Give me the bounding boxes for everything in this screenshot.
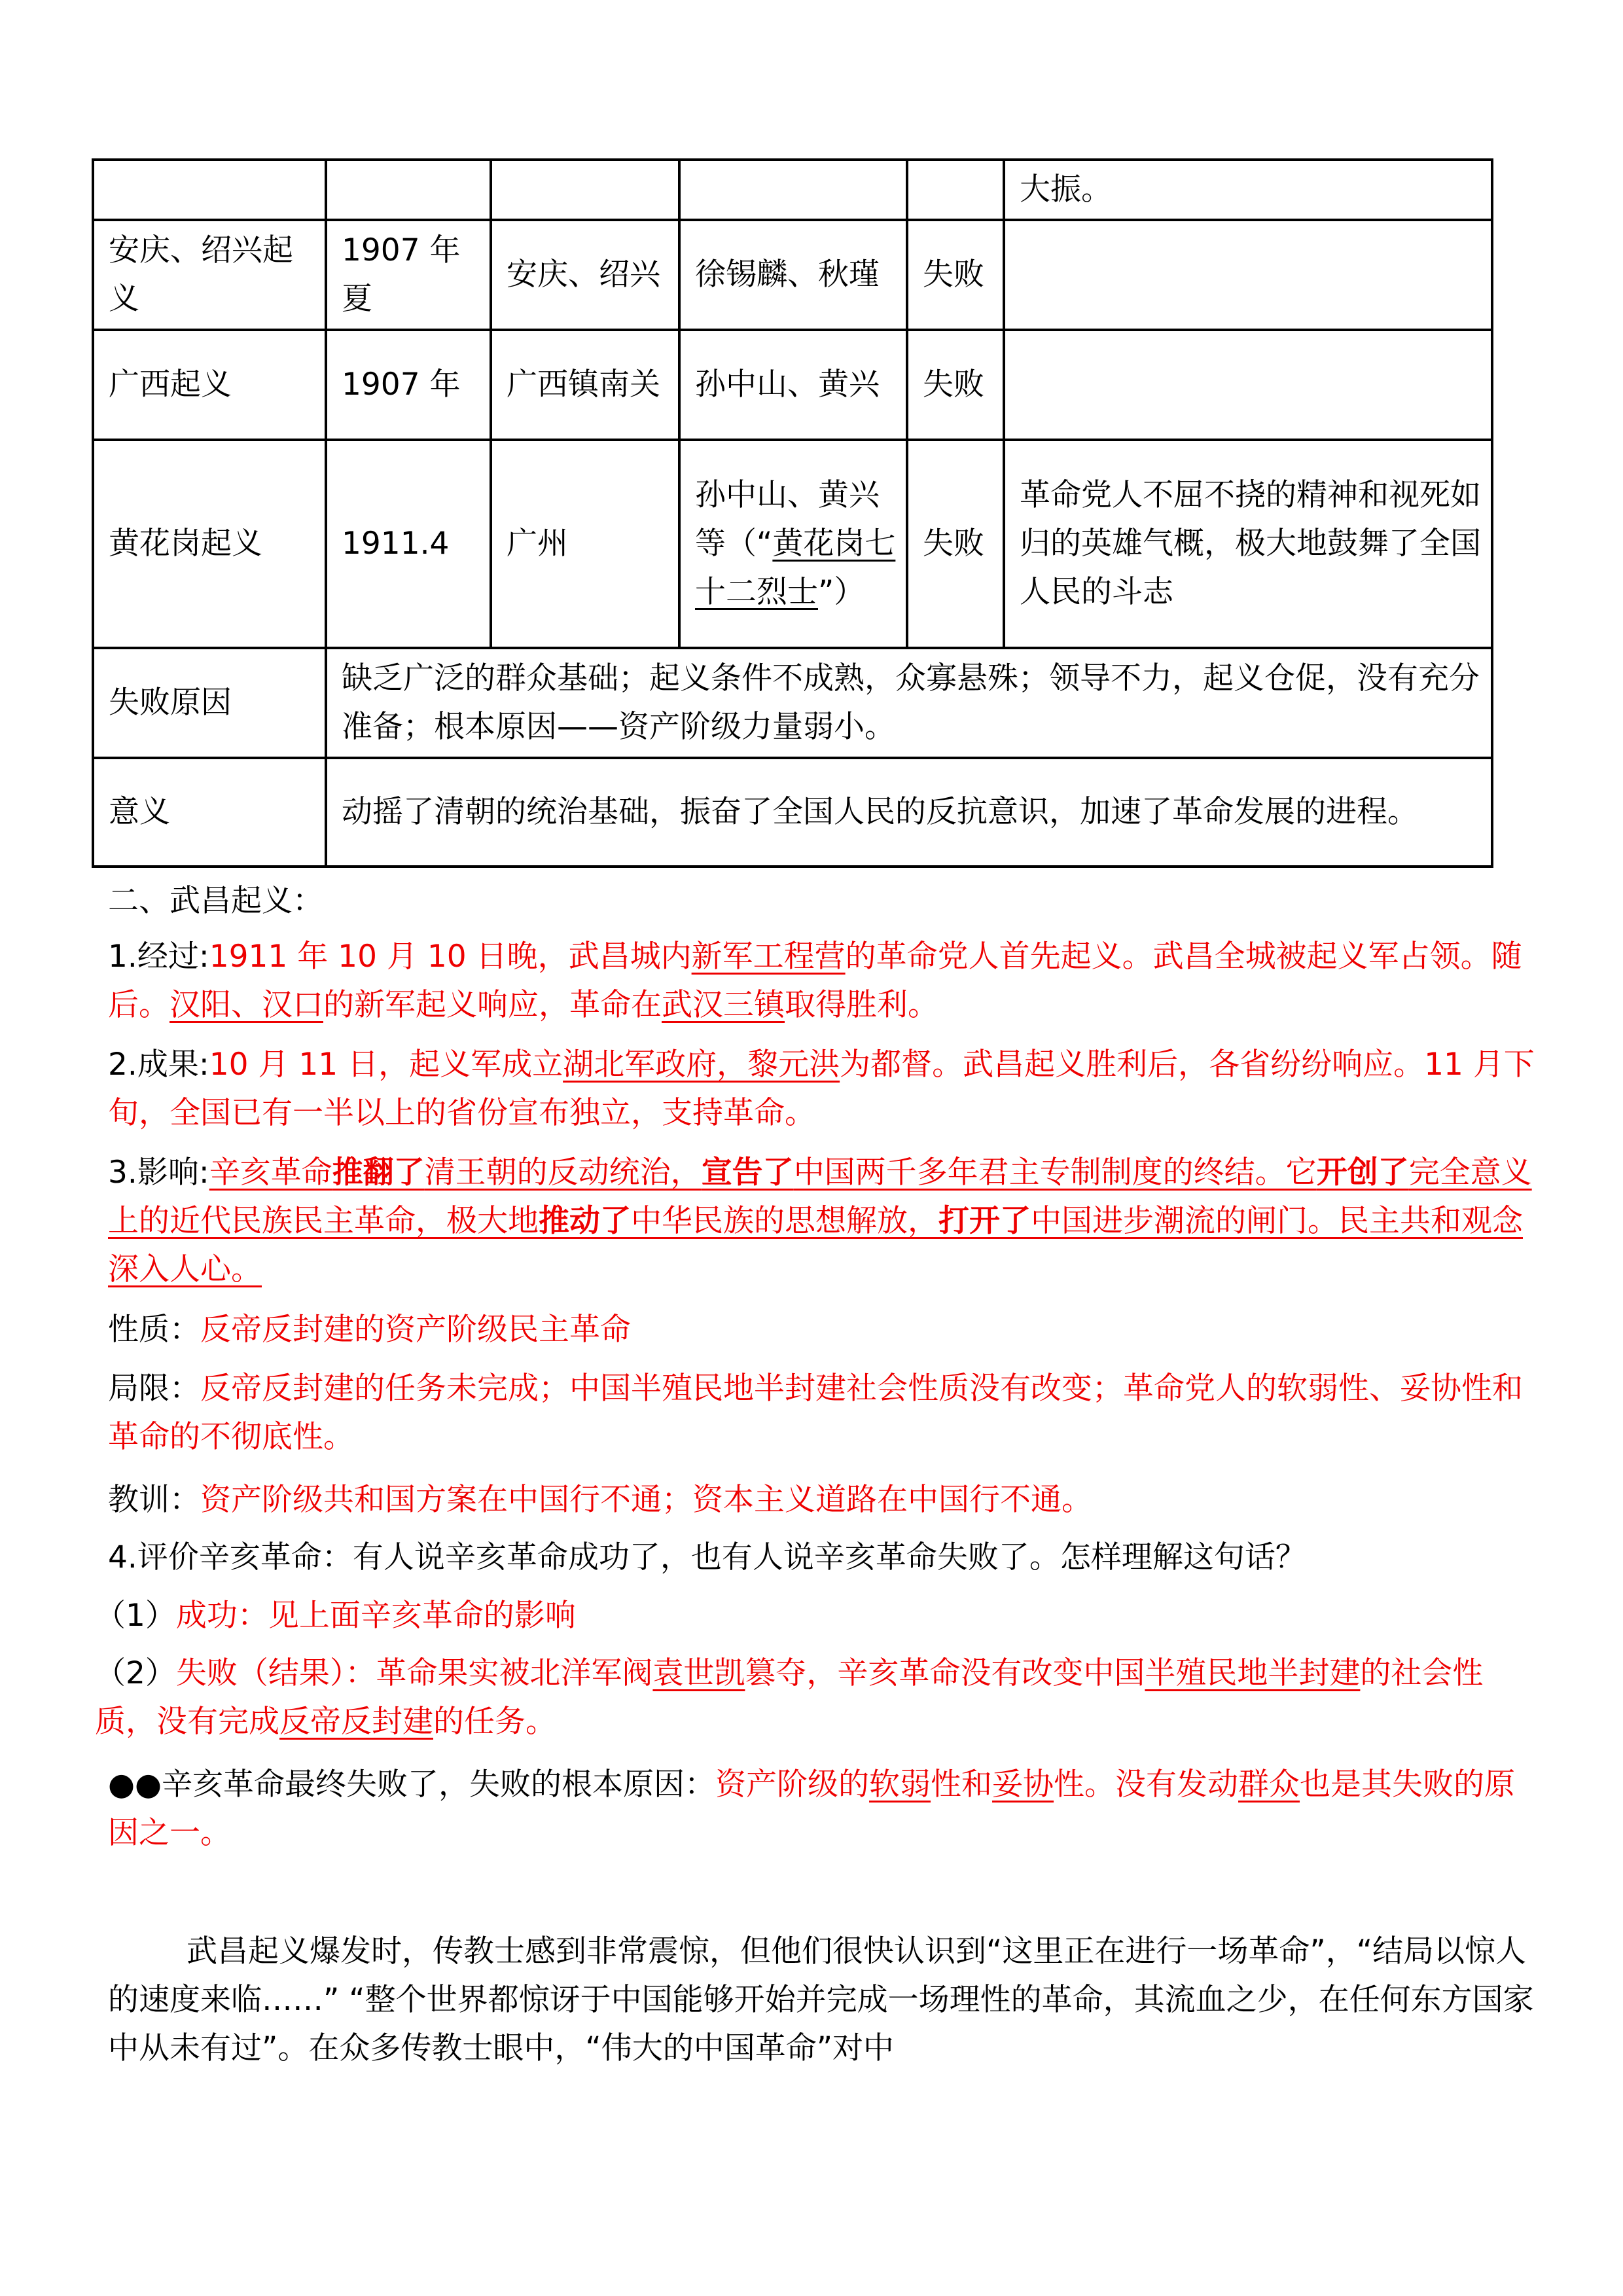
table-row	[93, 440, 1492, 648]
paragraph-process	[108, 933, 1535, 1030]
uprisings-table	[92, 158, 1493, 868]
item-label: 性质：	[108, 1312, 200, 1348]
uprising-place: 广州	[491, 440, 679, 648]
red-text: 资产阶级共和国方案在中国行不通；资本主义道路在中国行不通。	[200, 1482, 1092, 1518]
red-text: 的任务。	[433, 1704, 556, 1740]
table-cell	[907, 160, 1004, 220]
red-text: 的革命党人首先起义。武昌全城被起义军占领。随后。	[108, 939, 1522, 1023]
leader-text: ”）	[818, 574, 865, 610]
red-text: 1911 年 10 月 10 日晚，武昌城内	[209, 939, 692, 975]
red-bold: 打开了	[938, 1203, 1031, 1239]
leader-underlined: 黄花岗七十二烈士	[695, 526, 896, 610]
uprising-time: 1911.4	[326, 440, 491, 648]
body-text: 辛亥革命最终失败了，失败的根本原因：	[162, 1767, 716, 1803]
red-underlined: 完全意义上的近代民族民主革命，极大地	[108, 1155, 1532, 1239]
red-underlined: 半殖民地半封建	[1145, 1655, 1361, 1691]
paragraph-result	[108, 1041, 1535, 1138]
red-text: 的社会性质，没有完成	[95, 1655, 1484, 1740]
table-cell	[491, 160, 679, 220]
paragraph-nature	[108, 1306, 1535, 1354]
paragraph-failure	[95, 1649, 1535, 1746]
table-row	[93, 648, 1492, 758]
paragraph-root-cause	[108, 1761, 1535, 1857]
table-cell	[326, 160, 491, 220]
row-label: 意义	[93, 758, 326, 867]
red-bold: 宣告了	[701, 1155, 794, 1191]
red-bold: 开创了	[1316, 1155, 1409, 1191]
uprising-name: 广西起义	[93, 330, 326, 440]
table-cell	[93, 160, 326, 220]
red-underlined: 妥协	[992, 1767, 1054, 1803]
paragraph-impact	[108, 1149, 1535, 1294]
table-row	[93, 330, 1492, 440]
uprising-meaning: 革命党人不屈不挠的精神和视死如归的英雄气概，极大地鼓舞了全国人民的斗志	[1004, 440, 1492, 648]
table-cell: 大振。	[1004, 160, 1492, 220]
item-label: 3.影响:	[108, 1155, 209, 1191]
paragraph-lessons	[108, 1476, 1535, 1524]
leader-text: 孙中山、黄兴等（“	[695, 477, 880, 562]
red-underlined: 中国两千多年君主专制制度的终结。它	[793, 1155, 1317, 1191]
uprising-name: 安庆、绍兴起义	[93, 220, 326, 330]
red-text: 反帝反封建的资产阶级民主革命	[200, 1312, 631, 1348]
table-row	[93, 160, 1492, 220]
red-underlined: 软弱	[869, 1767, 931, 1803]
uprising-place: 安庆、绍兴	[491, 220, 679, 330]
failure-reasons: 缺乏广泛的群众基础；起义条件不成熟，众寡悬殊；领导不力，起义仓促，没有充分准备；根本原因——资产阶级力量弱小。	[326, 648, 1492, 758]
uprising-result: 失败	[907, 330, 1004, 440]
paragraph-evaluation: 4.评价辛亥革命：有人说辛亥革命成功了，也有人说辛亥革命失败了。怎样理解这句话？	[108, 1539, 1306, 1575]
item-label: 1.经过:	[108, 939, 209, 975]
red-text: 资产阶级的	[715, 1767, 870, 1803]
red-underlined: 群众	[1238, 1767, 1300, 1803]
uprising-place: 广西镇南关	[491, 330, 679, 440]
uprising-leader: 孙中山、黄兴	[679, 330, 907, 440]
item-number: （2）	[95, 1655, 176, 1691]
red-text: 性和	[931, 1767, 993, 1803]
table-row	[93, 220, 1492, 330]
table-row	[93, 758, 1492, 867]
red-text: 10 月 11 日，起义军成立	[209, 1047, 563, 1083]
paragraph-missionaries: 武昌起义爆发时，传教士感到非常震惊，但他们很快认识到“这里正在进行一场革命”，“结局以惊人的速度来临……” “整个世界都惊讶于中国能够开始并完成一场理性的革命，其流血之少，在任何东方国家中从未有过”。在众多传教士眼中，“伟大的中国革命”对中	[108, 1933, 1534, 2066]
red-text: 的新军起义响应，革命在	[323, 987, 662, 1023]
red-underlined: 武汉三镇	[662, 987, 785, 1023]
uprising-result: 失败	[907, 440, 1004, 648]
red-underlined: 汉阳、汉口	[169, 987, 323, 1023]
red-underlined: 中华民族的思想解放，	[631, 1203, 938, 1239]
bullet-dots: ●●	[108, 1767, 162, 1803]
uprising-meaning	[1004, 330, 1492, 440]
red-underlined: 反帝反封建	[279, 1704, 433, 1740]
red-underlined: 袁世凯	[652, 1655, 745, 1691]
uprising-time: 1907 年	[326, 330, 491, 440]
item-label: 2.成果:	[108, 1047, 209, 1083]
uprising-name: 黄花岗起义	[93, 440, 326, 648]
red-text: 也是其失败的原因之一。	[108, 1767, 1516, 1851]
red-underlined: 湖北军政府，黎元洪	[563, 1047, 840, 1083]
uprising-time: 1907 年夏	[326, 220, 491, 330]
significance: 动摇了清朝的统治基础，振奋了全国人民的反抗意识，加速了革命发展的进程。	[326, 758, 1492, 867]
red-text: 性。没有发动	[1054, 1767, 1239, 1803]
red-text: 失败（结果）：革命果实被北洋军阀	[175, 1655, 653, 1691]
item-label: 教训：	[108, 1482, 200, 1518]
item-label: 局限：	[108, 1371, 200, 1407]
item-number: （1）	[95, 1598, 176, 1634]
uprising-meaning	[1004, 220, 1492, 330]
red-underlined: 中国进步潮流的闸门。民主共和观念深入人心。	[108, 1203, 1523, 1287]
uprising-result: 失败	[907, 220, 1004, 330]
red-underlined: 清王朝的反动统治，	[424, 1155, 702, 1191]
red-text: 成功：见上面辛亥革命的影响	[175, 1598, 576, 1634]
red-text: 取得胜利。	[785, 987, 938, 1023]
red-text: 篡夺，辛亥革命没有改变中国	[745, 1655, 1145, 1691]
paragraph-limitations	[108, 1365, 1535, 1462]
red-bold: 推翻了	[332, 1155, 425, 1191]
uprising-leader: 徐锡麟、秋瑾	[679, 220, 907, 330]
red-bold: 推动了	[539, 1203, 631, 1239]
red-underlined: 新军工程营	[691, 939, 846, 975]
red-text: 反帝反封建的任务未完成；中国半殖民地半封建社会性质没有改变；革命党人的软弱性、妥协性和革命的不彻底性。	[108, 1371, 1523, 1455]
paragraph-success	[95, 1592, 1522, 1640]
row-label: 失败原因	[93, 648, 326, 758]
red-underlined: 辛亥革命	[209, 1155, 332, 1191]
uprising-leader	[679, 440, 907, 648]
red-text: 为都督。武昌起义胜利后，各省纷纷响应。11 月下旬，全国已有一半以上的省份宣布独立，支持革命。	[108, 1047, 1535, 1131]
table-cell	[679, 160, 907, 220]
section-heading: 二、武昌起义：	[108, 883, 323, 919]
